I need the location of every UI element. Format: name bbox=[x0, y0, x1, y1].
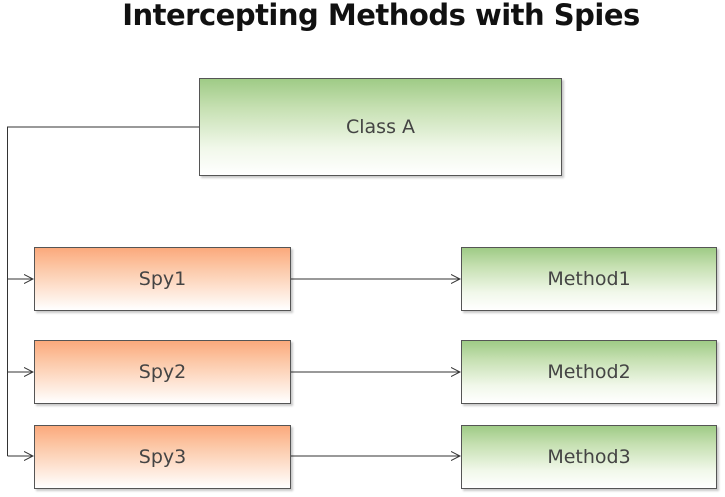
spy1-box bbox=[34, 247, 291, 311]
spy2-label: Spy2 bbox=[138, 361, 187, 383]
diagram-title: Intercepting Methods with Spies bbox=[122, 0, 640, 32]
class-a-label: Class A bbox=[345, 116, 416, 138]
spy1-label: Spy1 bbox=[138, 268, 187, 290]
method1-box bbox=[461, 247, 717, 311]
spy2-box bbox=[34, 340, 291, 404]
class-a-box bbox=[199, 78, 562, 176]
method1-label: Method1 bbox=[547, 268, 631, 290]
spy3-label: Spy3 bbox=[138, 446, 187, 468]
method3-label: Method3 bbox=[547, 446, 631, 468]
spy3-box bbox=[34, 425, 291, 489]
method3-box bbox=[461, 425, 717, 489]
method2-box bbox=[461, 340, 717, 404]
method2-label: Method2 bbox=[547, 361, 631, 383]
